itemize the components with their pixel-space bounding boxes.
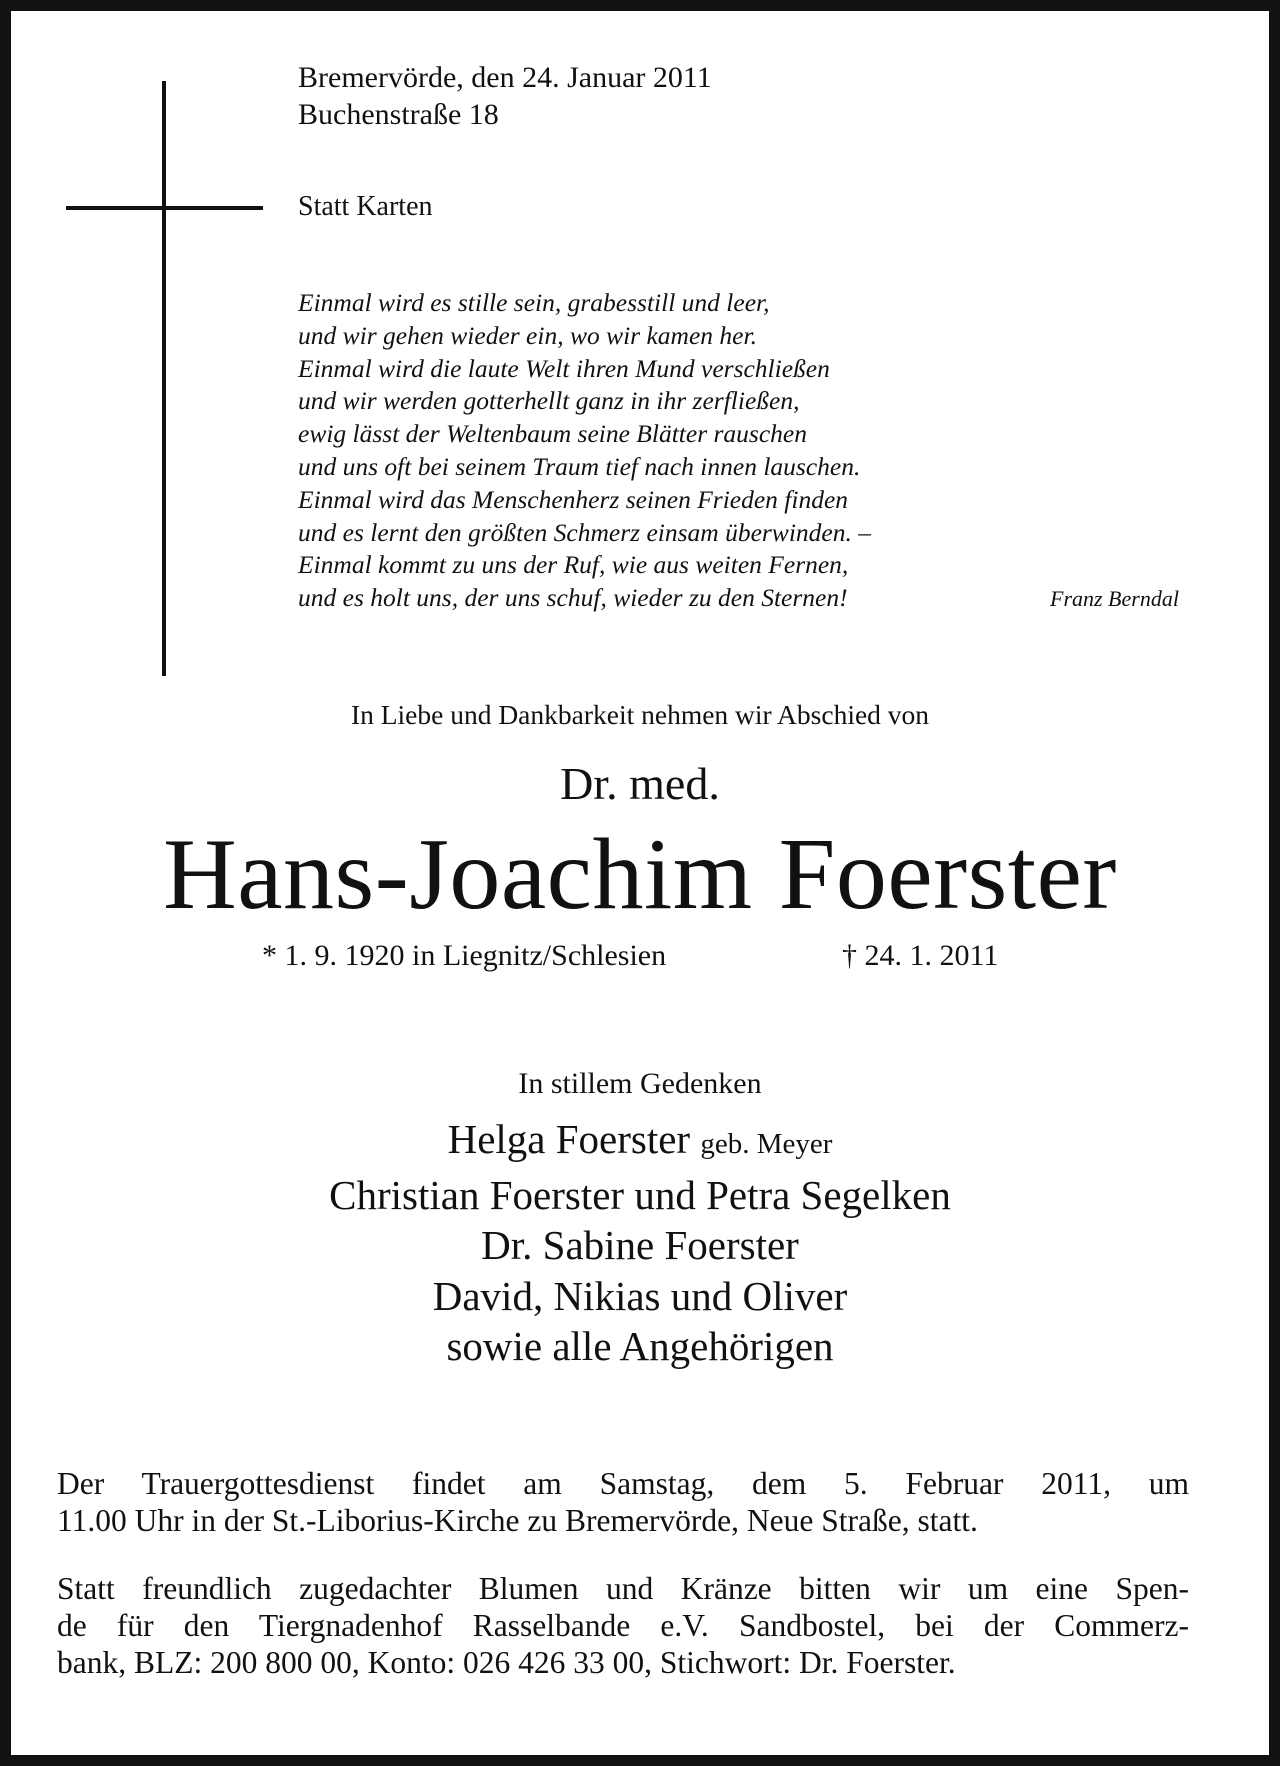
mourner-name: Christian Foerster und Petra Segelken (329, 1171, 951, 1218)
poem-line: und wir werden gotterhellt ganz in ihr zerfließen, (298, 386, 800, 416)
mourner-entry (11, 1321, 1269, 1372)
cross-icon-vertical (162, 81, 166, 676)
poem-line: Einmal kommt zu uns der Ruf, wie aus weiten Fernen, (298, 550, 849, 580)
mourner-entry (11, 1271, 1269, 1322)
mourner-entry (11, 1220, 1269, 1271)
service-line: Der Trauergottesdienst findet am Samstag, dem 5. Februar 2011, um (57, 1466, 1189, 1501)
poem-line: und es holt uns, der uns schuf, wieder zu den Sternen! (298, 583, 848, 613)
donation-line: bank, BLZ: 200 800 00, Konto: 026 426 33 00, Stichwort: Dr. Foerster. (57, 1645, 956, 1680)
mourner-list (11, 1114, 1269, 1372)
address: Buchenstraße 18 (298, 98, 499, 131)
place-date: Bremervörde, den 24. Januar 2011 (298, 61, 712, 94)
poem-line: Einmal wird das Menschenherz seinen Frieden finden (298, 484, 849, 514)
mourner-name: David, Nikias und Oliver (432, 1272, 848, 1319)
poem-line: und es lernt den größten Schmerz einsam überwinden. – (298, 517, 871, 547)
academic-title: Dr. med. (560, 758, 720, 809)
donation-line: de für den Tiergnadenhof Rasselbande e.V. Sandbostel, bei der Commerz- (57, 1608, 1189, 1643)
cross-icon-horizontal (66, 206, 263, 210)
birth-info: * 1. 9. 1920 in Liegnitz/Schlesien (262, 939, 667, 972)
mourner-entry (11, 1170, 1269, 1221)
memory-intro: In stillem Gedenken (518, 1067, 762, 1100)
farewell-intro: In Liebe und Dankbarkeit nehmen wir Abschied von (350, 699, 930, 730)
mourner-suffix: geb. Meyer (700, 1128, 833, 1160)
mourner-name: Helga Foerster (447, 1116, 691, 1162)
mourner-entry (11, 1114, 1269, 1170)
poem-author: Franz Berndal (1050, 586, 1179, 611)
donation-info (57, 1570, 1189, 1681)
mourner-name: sowie alle Angehörigen (446, 1323, 834, 1369)
deceased-name: Hans-Joachim Foerster (163, 818, 1117, 931)
service-line: 11.00 Uhr in der St.-Liborius-Kirche zu Bremervörde, Neue Straße, statt. (57, 1503, 978, 1538)
poem-line: und wir gehen wieder ein, wo wir kamen her. (298, 320, 757, 350)
poem (298, 287, 871, 615)
poem-line: Einmal wird die laute Welt ihren Mund verschließen (298, 353, 830, 383)
death-info: † 24. 1. 2011 (842, 939, 999, 972)
poem-line: ewig lässt der Weltenbaum seine Blätter rauschen (298, 419, 807, 449)
statt-karten: Statt Karten (298, 191, 433, 222)
poem-line: und uns oft bei seinem Traum tief nach innen lauschen. (298, 451, 861, 481)
funeral-service-info (57, 1465, 1189, 1539)
donation-line: Statt freundlich zugedachter Blumen und Kränze bitten wir um eine Spen- (57, 1571, 1189, 1606)
mourner-name: Dr. Sabine Foerster (481, 1222, 799, 1268)
poem-line: Einmal wird es stille sein, grabesstill und leer, (298, 288, 770, 317)
